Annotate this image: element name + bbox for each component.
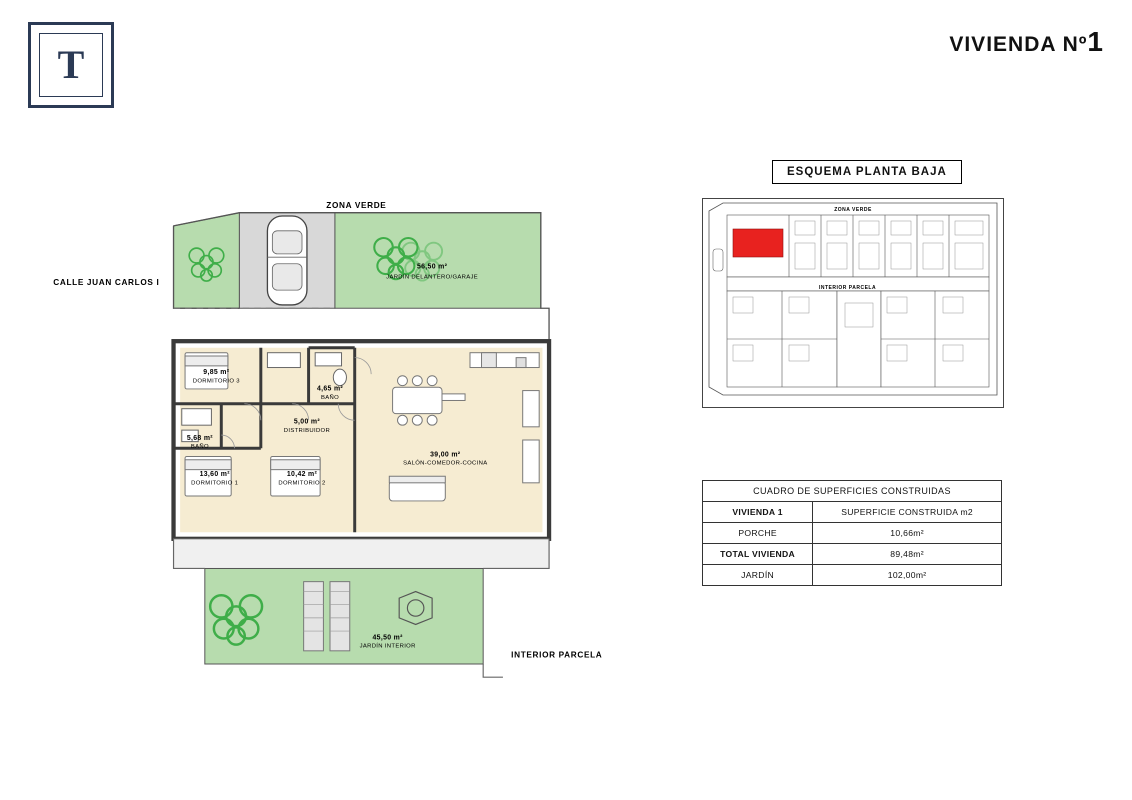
svg-text:56,50 m²: 56,50 m² (416, 263, 448, 271)
table-row (703, 523, 1002, 544)
svg-text:JARDÍN DELANTERO/GARAJE: JARDÍN DELANTERO/GARAJE (386, 274, 479, 281)
row-value-jardin: 102,00m² (813, 565, 1002, 586)
svg-text:SALÓN-COMEDOR-COCINA: SALÓN-COMEDOR-COCINA (403, 460, 488, 467)
svg-text:13,60 m²: 13,60 m² (199, 471, 230, 479)
table-col-superficie: SUPERFICIE CONSTRUIDA m2 (813, 502, 1002, 523)
svg-text:BAÑO: BAÑO (190, 444, 209, 451)
page-title-text: VIVIENDA Nº (949, 33, 1088, 56)
table-col-vivienda: VIVIENDA 1 (703, 502, 813, 523)
table-title-row (703, 481, 1002, 502)
table-header-row (703, 502, 1002, 523)
svg-text:39,00 m²: 39,00 m² (430, 451, 461, 459)
scheme-interior-parcela-label: INTERIOR PARCELA (819, 285, 877, 291)
svg-text:DISTRIBUIDOR: DISTRIBUIDOR (283, 427, 331, 434)
svg-text:DORMITORIO 1: DORMITORIO 1 (191, 480, 239, 487)
svg-text:9,85 m²: 9,85 m² (203, 369, 230, 377)
logo-inner-frame (39, 33, 103, 97)
row-label-jardin: JARDÍN (703, 565, 813, 586)
row-value-porche: 10,66m² (813, 523, 1002, 544)
row-label-total: TOTAL VIVIENDA (703, 544, 813, 565)
calle-label: CALLE JUAN CARLOS I (53, 278, 160, 288)
page-title (949, 26, 1104, 58)
svg-text:DORMITORIO 3: DORMITORIO 3 (192, 378, 240, 385)
scheme-zona-verde-label: ZONA VERDE (834, 207, 872, 213)
surface-table-title: CUADRO DE SUPERFICIES CONSTRUIDAS (703, 481, 1002, 502)
ground-floor-scheme (702, 198, 1004, 408)
surface-table (702, 480, 1002, 586)
company-logo (28, 22, 114, 108)
zona-verde-label: ZONA VERDE (326, 200, 387, 210)
scheme-title: ESQUEMA PLANTA BAJA (772, 160, 962, 184)
highlighted-unit (733, 229, 783, 257)
row-value-total: 89,48m² (813, 544, 1002, 565)
interior-parcela-label: INTERIOR PARCELA (511, 650, 603, 660)
row-label-porche: PORCHE (703, 523, 813, 544)
svg-text:5,68 m²: 5,68 m² (186, 435, 213, 442)
svg-text:10,42 m²: 10,42 m² (286, 471, 318, 479)
table-row (703, 544, 1002, 565)
page-title-number: 1 (1087, 26, 1104, 57)
svg-text:4,65 m²: 4,65 m² (316, 385, 344, 393)
svg-text:DORMITORIO 2: DORMITORIO 2 (278, 480, 326, 487)
svg-text:5,00 m²: 5,00 m² (293, 418, 320, 426)
svg-text:BAÑO: BAÑO (320, 394, 340, 401)
table-row (703, 565, 1002, 586)
svg-text:JARDÍN INTERIOR: JARDÍN INTERIOR (359, 643, 416, 650)
floor-plan (50, 190, 610, 690)
logo-letter: T (57, 42, 85, 87)
svg-text:45,50 m²: 45,50 m² (372, 634, 403, 642)
